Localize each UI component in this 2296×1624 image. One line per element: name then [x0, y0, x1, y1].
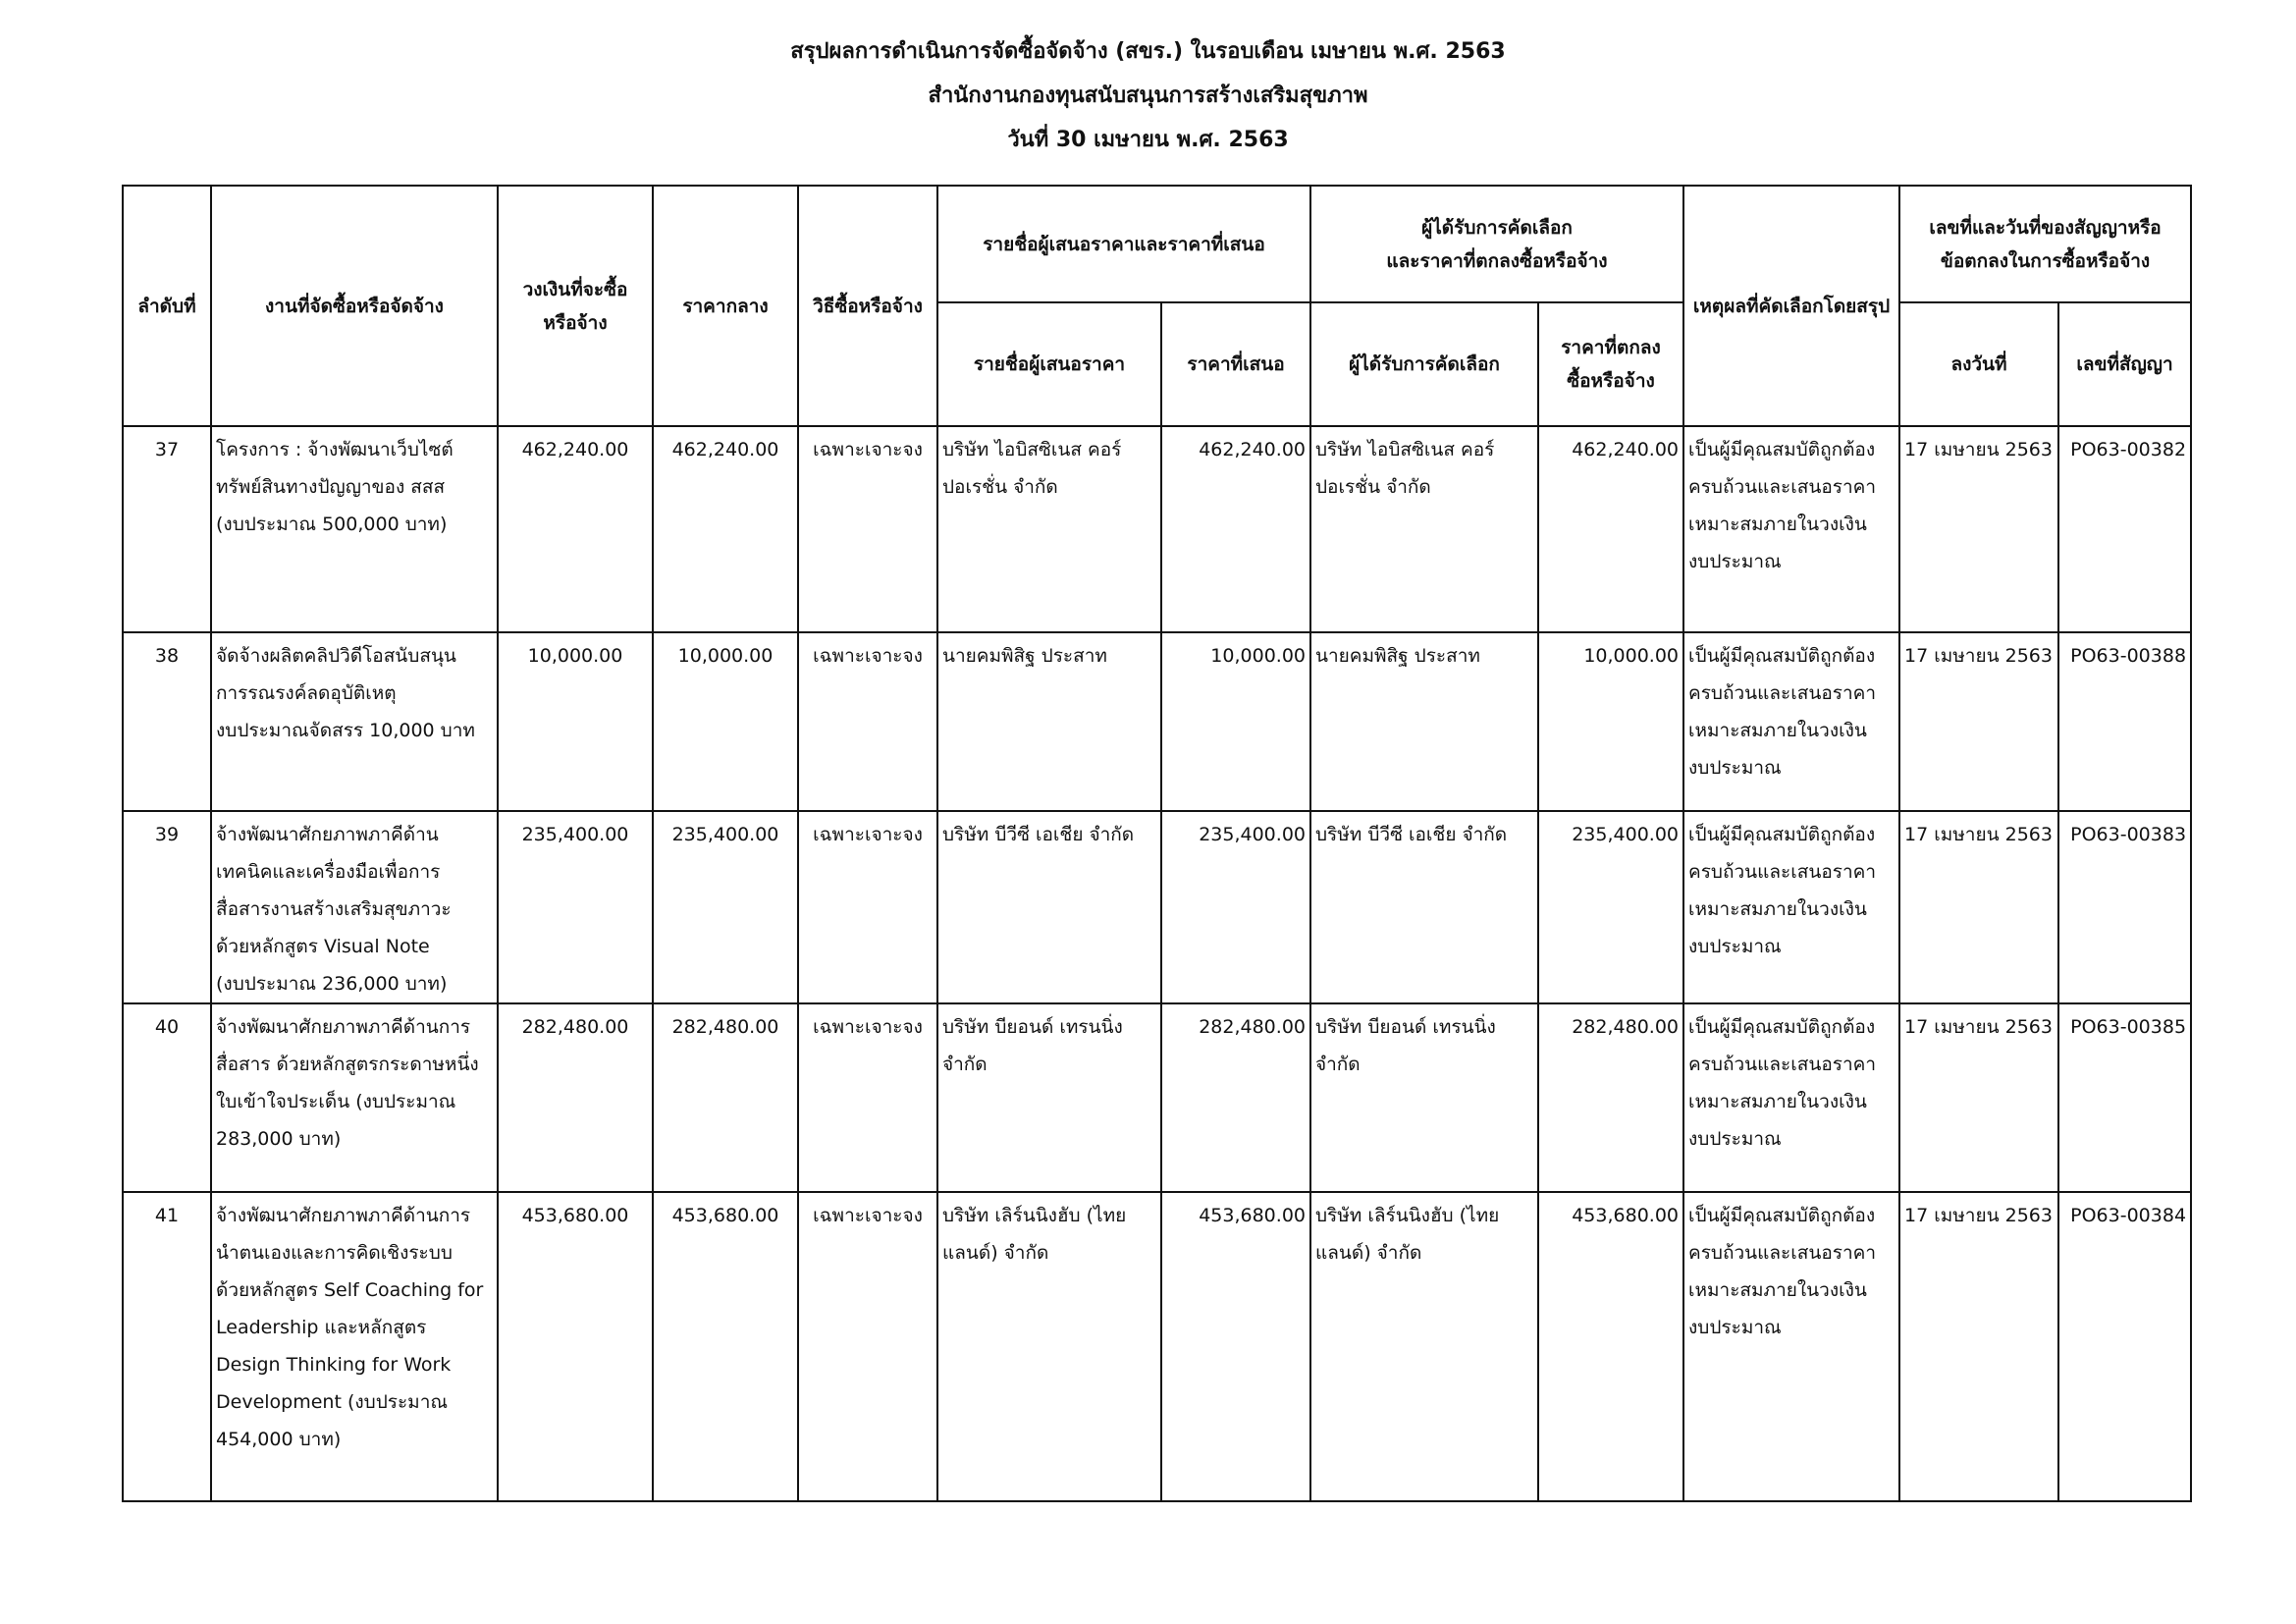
bidder-name-line: บริษัท เลิร์นนิงฮับ (ไทย [942, 1205, 1127, 1226]
selected-vendor-line: จำกัด [1315, 1054, 1361, 1075]
contract-number: PO63-00383 [2058, 811, 2191, 1003]
selected-vendor [1310, 632, 1538, 811]
work-description-line: ใบเข้าใจประเด็น (งบประมาณ [216, 1091, 456, 1112]
work-description-line: จ้างพัฒนาศักยภาพภาคีด้าน [216, 824, 439, 845]
header-contract-no: เลขที่สัญญา [2058, 302, 2191, 426]
bidder-name [937, 1003, 1161, 1192]
work-description-line: สื่อสาร ด้วยหลักสูตรกระดาษหนึ่ง [216, 1054, 479, 1075]
bid-price: 453,680.00 [1161, 1192, 1310, 1501]
agreed-price: 10,000.00 [1538, 632, 1683, 811]
procurement-table [122, 185, 2192, 1502]
header-bidder-names: รายชื่อผู้เสนอราคา [937, 302, 1161, 426]
header-method: วิธีซื้อหรือจ้าง [798, 186, 937, 426]
table-row [123, 1192, 2191, 1501]
bid-price: 282,480.00 [1161, 1003, 1310, 1192]
work-description-line: ด้วยหลักสูตร Visual Note [216, 936, 430, 957]
procurement-method: เฉพาะเจาะจง [798, 632, 937, 811]
work-description [211, 1192, 498, 1501]
selection-reason-line: เป็นผู้มีคุณสมบัติถูกต้อง [1688, 439, 1876, 460]
work-description [211, 1003, 498, 1192]
selected-vendor-line: ปอเรชั่น จำกัด [1315, 476, 1431, 498]
selection-reason [1683, 632, 1899, 811]
agreed-price: 235,400.00 [1538, 811, 1683, 1003]
bidder-name-line: บริษัท บียอนด์ เทรนนิ่ง [942, 1016, 1123, 1038]
selection-reason-line: งบประมาณ [1688, 551, 1782, 572]
median-price: 235,400.00 [653, 811, 798, 1003]
work-description-line: ทรัพย์สินทางปัญญาของ สสส [216, 476, 446, 498]
table-row [123, 632, 2191, 811]
document-date: วันที่ 30 เมษายน พ.ศ. 2563 [1007, 128, 1289, 152]
table-row [123, 1003, 2191, 1192]
selection-reason [1683, 1003, 1899, 1192]
row-number: 38 [123, 632, 211, 811]
selection-reason-line: ครบถ้วนและเสนอราคา [1688, 682, 1876, 704]
procurement-method: เฉพาะเจาะจง [798, 426, 937, 632]
selection-reason-line: เหมาะสมภายในวงเงิน [1688, 1279, 1867, 1301]
document-title: สรุปผลการดำเนินการจัดซื้อจัดจ้าง (สขร.) ในรอบเดือน เมษายน พ.ศ. 2563 [790, 39, 1506, 64]
selection-reason-line: ครบถ้วนและเสนอราคา [1688, 1054, 1876, 1075]
header-contract-group: เลขที่และวันที่ของสัญญาหรือ ข้อตกลงในการซื้อหรือจ้าง [1899, 186, 2191, 302]
row-number: 39 [123, 811, 211, 1003]
row-number: 41 [123, 1192, 211, 1501]
work-description-line: Design Thinking for Work [216, 1354, 452, 1376]
bidder-name [937, 426, 1161, 632]
selection-reason-line: เหมาะสมภายในวงเงิน [1688, 514, 1867, 535]
bidder-name-line: แลนด์) จำกัด [942, 1242, 1049, 1264]
bidder-name [937, 632, 1161, 811]
selected-vendor-line: แลนด์) จำกัด [1315, 1242, 1422, 1264]
selected-vendor-line: นายคมพิสิฐ ประสาท [1315, 645, 1480, 667]
work-description-line: จัดจ้างผลิตคลิปวิดีโอสนับสนุน [216, 645, 456, 667]
selection-reason-line: งบประมาณ [1688, 1128, 1782, 1150]
work-description-line: ด้วยหลักสูตร Self Coaching for [216, 1279, 484, 1301]
organization-name: สำนักงานกองทุนสนับสนุนการสร้างเสริมสุขภาพ [928, 83, 1368, 108]
work-description-line: 454,000 บาท) [216, 1429, 342, 1450]
work-description-line: งบประมาณจัดสรร 10,000 บาท [216, 720, 475, 741]
work-description-line: การรณรงค์ลดอุบัติเหตุ [216, 682, 397, 704]
contract-number: PO63-00388 [2058, 632, 2191, 811]
selection-reason-line: เหมาะสมภายในวงเงิน [1688, 898, 1867, 920]
work-description [211, 426, 498, 632]
header-work: งานที่จัดซื้อหรือจัดจ้าง [211, 186, 498, 426]
median-price: 282,480.00 [653, 1003, 798, 1192]
work-description-line: เทคนิคและเครื่องมือเพื่อการ [216, 861, 441, 883]
table-row [123, 811, 2191, 1003]
contract-date: 17 เมษายน 2563 [1899, 811, 2058, 1003]
bidder-name-line: นายคมพิสิฐ ประสาท [942, 645, 1107, 667]
selection-reason-line: เหมาะสมภายในวงเงิน [1688, 1091, 1867, 1112]
budget-amount: 462,240.00 [498, 426, 653, 632]
median-price: 10,000.00 [653, 632, 798, 811]
selected-vendor [1310, 1003, 1538, 1192]
selected-vendor-line: บริษัท บียอนด์ เทรนนิ่ง [1315, 1016, 1496, 1038]
selection-reason [1683, 811, 1899, 1003]
bidder-name [937, 811, 1161, 1003]
work-description [211, 811, 498, 1003]
median-price: 453,680.00 [653, 1192, 798, 1501]
contract-date: 17 เมษายน 2563 [1899, 632, 2058, 811]
contract-number: PO63-00382 [2058, 426, 2191, 632]
selected-vendor-line: บริษัท เลิร์นนิงฮับ (ไทย [1315, 1205, 1500, 1226]
header-agreed-price: ราคาที่ตกลงซื้อหรือจ้าง [1538, 302, 1683, 426]
header-selected-name: ผู้ได้รับการคัดเลือก [1310, 302, 1538, 426]
selection-reason-line: งบประมาณ [1688, 757, 1782, 779]
agreed-price: 453,680.00 [1538, 1192, 1683, 1501]
header-reason: เหตุผลที่คัดเลือกโดยสรุป [1683, 186, 1899, 426]
work-description-line: Leadership และหลักสูตร [216, 1317, 427, 1338]
work-description-line: (งบประมาณ 500,000 บาท) [216, 514, 448, 535]
budget-amount: 10,000.00 [498, 632, 653, 811]
bidder-name [937, 1192, 1161, 1501]
work-description-line: โครงการ : จ้างพัฒนาเว็บไซต์ [216, 439, 454, 460]
selection-reason [1683, 426, 1899, 632]
work-description-line: (งบประมาณ 236,000 บาท) [216, 973, 448, 995]
selection-reason-line: เป็นผู้มีคุณสมบัติถูกต้อง [1688, 645, 1876, 667]
header-budget: วงเงินที่จะซื้อหรือจ้าง [498, 186, 653, 426]
selection-reason-line: ครบถ้วนและเสนอราคา [1688, 476, 1876, 498]
selection-reason-line: ครบถ้วนและเสนอราคา [1688, 1242, 1876, 1264]
agreed-price: 462,240.00 [1538, 426, 1683, 632]
procurement-method: เฉพาะเจาะจง [798, 1003, 937, 1192]
selected-vendor [1310, 811, 1538, 1003]
work-description-line: นำตนเองและการคิดเชิงระบบ [216, 1242, 453, 1264]
selected-vendor [1310, 426, 1538, 632]
table-row [123, 426, 2191, 632]
contract-number: PO63-00384 [2058, 1192, 2191, 1501]
selection-reason-line: งบประมาณ [1688, 1317, 1782, 1338]
bidder-name-line: จำกัด [942, 1054, 988, 1075]
work-description [211, 632, 498, 811]
selection-reason-line: ครบถ้วนและเสนอราคา [1688, 861, 1876, 883]
procurement-method: เฉพาะเจาะจง [798, 1192, 937, 1501]
selection-reason-line: งบประมาณ [1688, 936, 1782, 957]
selection-reason-line: เป็นผู้มีคุณสมบัติถูกต้อง [1688, 1016, 1876, 1038]
contract-date: 17 เมษายน 2563 [1899, 426, 2058, 632]
work-description-line: จ้างพัฒนาศักยภาพภาคีด้านการ [216, 1205, 471, 1226]
selected-vendor-line: บริษัท ไอบิสซิเนส คอร์ [1315, 439, 1495, 460]
selection-reason-line: เหมาะสมภายในวงเงิน [1688, 720, 1867, 741]
selected-vendor [1310, 1192, 1538, 1501]
row-number: 37 [123, 426, 211, 632]
header-median-price: ราคากลาง [653, 186, 798, 426]
work-description-line: 283,000 บาท) [216, 1128, 342, 1150]
budget-amount: 235,400.00 [498, 811, 653, 1003]
selected-vendor-line: บริษัท บีวีซี เอเชีย จำกัด [1315, 824, 1508, 845]
work-description-line: จ้างพัฒนาศักยภาพภาคีด้านการ [216, 1016, 471, 1038]
contract-date: 17 เมษายน 2563 [1899, 1192, 2058, 1501]
bidder-name-line: บริษัท ไอบิสซิเนส คอร์ [942, 439, 1122, 460]
contract-number: PO63-00385 [2058, 1003, 2191, 1192]
bid-price: 235,400.00 [1161, 811, 1310, 1003]
bidder-name-line: ปอเรชั่น จำกัด [942, 476, 1058, 498]
procurement-method: เฉพาะเจาะจง [798, 811, 937, 1003]
budget-amount: 282,480.00 [498, 1003, 653, 1192]
header-bidders-group: รายชื่อผู้เสนอราคาและราคาที่เสนอ [937, 186, 1310, 302]
work-description-line: Development (งบประมาณ [216, 1391, 448, 1413]
row-number: 40 [123, 1003, 211, 1192]
selection-reason-line: เป็นผู้มีคุณสมบัติถูกต้อง [1688, 1205, 1876, 1226]
work-description-line: สื่อสารงานสร้างเสริมสุขภาวะ [216, 898, 452, 920]
bid-price: 10,000.00 [1161, 632, 1310, 811]
selection-reason-line: เป็นผู้มีคุณสมบัติถูกต้อง [1688, 824, 1876, 845]
header-contract-date: ลงวันที่ [1899, 302, 2058, 426]
bid-price: 462,240.00 [1161, 426, 1310, 632]
document-header [0, 39, 2296, 172]
header-no: ลำดับที่ [123, 186, 211, 426]
bidder-name-line: บริษัท บีวีซี เอเชีย จำกัด [942, 824, 1135, 845]
header-bid-price: ราคาที่เสนอ [1161, 302, 1310, 426]
contract-date: 17 เมษายน 2563 [1899, 1003, 2058, 1192]
budget-amount: 453,680.00 [498, 1192, 653, 1501]
median-price: 462,240.00 [653, 426, 798, 632]
header-selected-group: ผู้ได้รับการคัดเลือก และราคาที่ตกลงซื้อหรือจ้าง [1310, 186, 1683, 302]
agreed-price: 282,480.00 [1538, 1003, 1683, 1192]
selection-reason [1683, 1192, 1899, 1501]
